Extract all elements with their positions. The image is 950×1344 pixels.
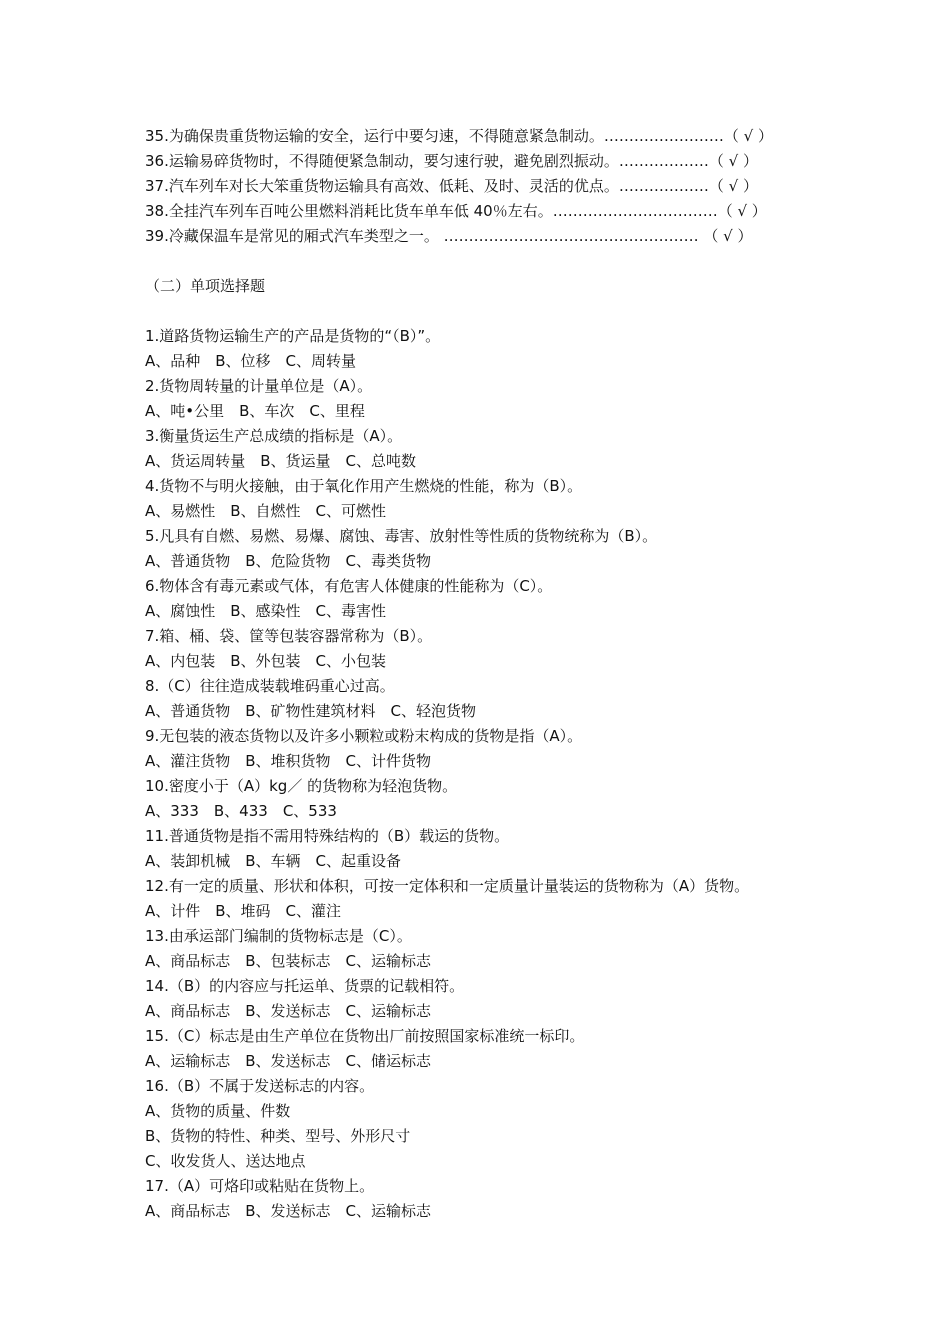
true-false-item: 37.汽车列车对长大笨重货物运输具有高效、低耗、及时、灵活的优点。………………（ √ ）: [145, 177, 758, 195]
question-options: A、易燃性 B、自燃性 C、可燃性: [145, 502, 387, 520]
question: 3.衡量货运生产总成绩的指标是（A）。: [145, 427, 403, 445]
question: 16.（B）不属于发送标志的内容。: [145, 1077, 375, 1095]
question-option: C、收发货人、送达地点: [145, 1152, 306, 1170]
question-options: A、货运周转量 B、货运量 C、总吨数: [145, 452, 417, 470]
question-options: A、装卸机械 B、车辆 C、起重设备: [145, 852, 402, 870]
question-options: A、运输标志 B、发送标志 C、储运标志: [145, 1052, 432, 1070]
question-options: A、吨•公里 B、车次 C、里程: [145, 402, 365, 420]
question-options: A、普通货物 B、危险货物 C、毒类货物: [145, 552, 432, 570]
question: 13.由承运部门编制的货物标志是（C）。: [145, 927, 412, 945]
document-body: [145, 124, 825, 1224]
question-options: A、腐蚀性 B、感染性 C、毒害性: [145, 602, 387, 620]
question-option: B、货物的特性、种类、型号、外形尺寸: [145, 1127, 411, 1145]
spacer: [145, 249, 825, 274]
question: 11.普通货物是指不需用特殊结构的（B）载运的货物。: [145, 827, 510, 845]
question: 7.箱、桶、袋、筐等包装容器常称为（B）。: [145, 627, 433, 645]
spacer: [145, 299, 825, 324]
question-options: A、商品标志 B、发送标志 C、运输标志: [145, 1202, 432, 1220]
question-options: A、商品标志 B、发送标志 C、运输标志: [145, 1002, 432, 1020]
true-false-item: 39.冷藏保温车是常见的厢式汽车类型之一。 …………………………………………… （ √ ）: [145, 227, 753, 245]
true-false-item: 35.为确保贵重货物运输的安全，运行中要匀速，不得随意紧急制动。……………………（ √ ）: [145, 127, 773, 145]
question-options: A、内包装 B、外包装 C、小包装: [145, 652, 387, 670]
question: 17.（A）可烙印或粘贴在货物上。: [145, 1177, 375, 1195]
question: 6.物体含有毒元素或气体，有危害人体健康的性能称为（C）。: [145, 577, 553, 595]
question: 9.无包装的液态货物以及许多小颗粒或粉末构成的货物是指（A）。: [145, 727, 583, 745]
section-title: （二）单项选择题: [145, 277, 266, 295]
question: 1.道路货物运输生产的产品是货物的“（B）”。: [145, 327, 441, 345]
question-options: A、商品标志 B、包装标志 C、运输标志: [145, 952, 432, 970]
question-options: A、品种 B、位移 C、周转量: [145, 352, 357, 370]
question: 15.（C）标志是由生产单位在货物出厂前按照国家标准统一标印。: [145, 1027, 585, 1045]
question: 10.密度小于（A）kg／ 的货物称为轻泡货物。: [145, 777, 458, 795]
question: 2.货物周转量的计量单位是（A）。: [145, 377, 373, 395]
question: 12.有一定的质量、形状和体积，可按一定体积和一定质量计量装运的货物称为（A）货物。: [145, 877, 750, 895]
question-options: A、普通货物 B、矿物性建筑材料 C、轻泡货物: [145, 702, 477, 720]
question: 8.（C）往往造成装载堆码重心过高。: [145, 677, 395, 695]
true-false-item: 38.全挂汽车列车百吨公里燃料消耗比货车单车低 40％左右。……………………………（ √ ）: [145, 202, 767, 220]
question: 14.（B）的内容应与托运单、货票的记载相符。: [145, 977, 465, 995]
question-options: A、灌注货物 B、堆积货物 C、计件货物: [145, 752, 432, 770]
question: 4.货物不与明火接触，由于氧化作用产生燃烧的性能，称为（B）。: [145, 477, 583, 495]
question: 5.凡具有自燃、易燃、易爆、腐蚀、毒害、放射性等性质的货物统称为（B）。: [145, 527, 658, 545]
true-false-item: 36.运输易碎货物时，不得随便紧急制动，要匀速行驶，避免剧烈振动。………………（ √ ）: [145, 152, 758, 170]
question-options: A、计件 B、堆码 C、灌注: [145, 902, 342, 920]
question-option: A、货物的质量、件数: [145, 1102, 291, 1120]
question-options: A、333 B、433 C、533: [145, 802, 337, 820]
